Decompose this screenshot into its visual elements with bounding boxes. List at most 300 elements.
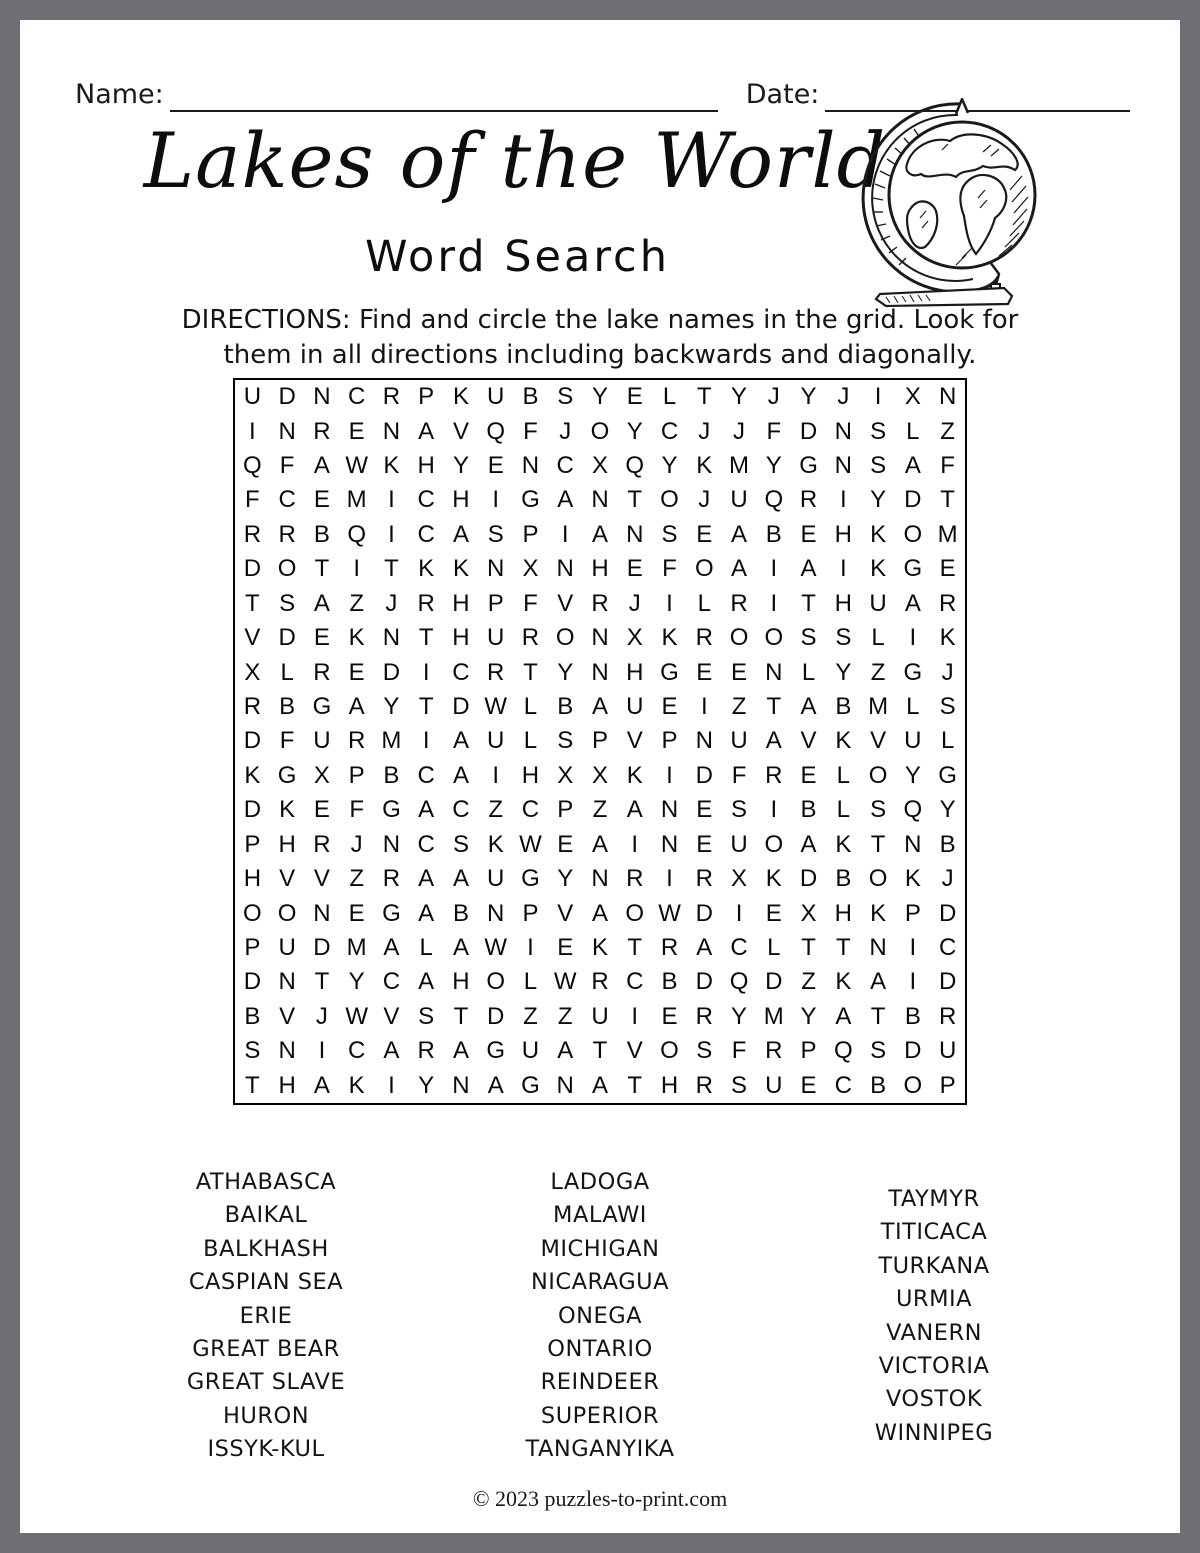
grid-cell: R: [695, 865, 713, 893]
grid-cell: I: [770, 796, 778, 824]
word-list-item: MALAWI: [553, 1202, 647, 1229]
grid-cell: U: [278, 934, 296, 962]
grid-cell: D: [243, 555, 262, 583]
grid-cell: N: [278, 417, 296, 445]
grid-cell: Y: [731, 383, 748, 411]
grid-cell: R: [695, 1002, 713, 1030]
grid-cell: W: [484, 934, 508, 962]
grid-cell: S: [731, 796, 748, 824]
grid-cell: Z: [870, 658, 886, 686]
grid-cell: G: [312, 693, 332, 721]
word-list-item: REINDEER: [540, 1369, 660, 1396]
grid-cell: J: [385, 589, 398, 617]
grid-cell: U: [313, 727, 331, 755]
name-label: Name:: [75, 79, 164, 110]
grid-cell: I: [492, 761, 500, 789]
grid-cell: I: [666, 865, 673, 893]
grid-cell: B: [904, 1002, 921, 1030]
grid-cell: B: [835, 693, 852, 721]
grid-cell: U: [591, 1002, 609, 1030]
grid-cell: C: [834, 1071, 852, 1099]
grid-cell: K: [591, 934, 608, 962]
word-list-item: VOSTOK: [885, 1386, 983, 1413]
grid-cell: B: [661, 968, 678, 996]
grid-cell: T: [627, 934, 643, 962]
copyright-text: © 2023 puzzles-to-print.com: [472, 1486, 728, 1511]
grid-cell: Y: [661, 452, 678, 480]
grid-cell: B: [939, 830, 956, 858]
grid-cell: R: [591, 968, 609, 996]
directions-line-1: DIRECTIONS: Find and circle the lake names in the grid. Look for: [181, 305, 1019, 335]
word-list-column-1: [99, 1166, 433, 1467]
grid-cell: E: [626, 555, 643, 583]
grid-cell: Q: [347, 520, 366, 548]
grid-cell: Y: [800, 1002, 817, 1030]
grid-cell: Z: [801, 968, 816, 996]
grid-cell: R: [695, 624, 713, 652]
grid-cell: W: [484, 693, 508, 721]
grid-cell: E: [313, 796, 330, 824]
grid-cell: E: [800, 761, 817, 789]
word-list-item: GREAT SLAVE: [186, 1369, 346, 1396]
grid-cell: K: [626, 761, 643, 789]
grid-cell: N: [626, 520, 644, 548]
grid-cell: L: [523, 693, 538, 721]
grid-cell: O: [764, 624, 784, 652]
grid-cell: Y: [731, 1002, 748, 1030]
grid-cell: K: [835, 830, 852, 858]
grid-cell: U: [730, 486, 748, 514]
grid-cell: D: [313, 934, 331, 962]
grid-cell: N: [382, 417, 401, 445]
grid-cell: D: [243, 796, 262, 824]
grid-cell: G: [521, 486, 540, 514]
word-list-item: TANGANYIKA: [525, 1436, 675, 1463]
grid-cell: Y: [800, 383, 817, 411]
grid-cell: T: [870, 830, 886, 858]
grid-cell: I: [666, 761, 673, 789]
grid-cell: R: [938, 589, 957, 617]
grid-cell: E: [661, 693, 678, 721]
grid-cell: H: [452, 486, 470, 514]
grid-cell: E: [661, 1002, 678, 1030]
grid-cell: K: [348, 1071, 365, 1099]
grid-cell: E: [696, 796, 713, 824]
grid-cell: C: [347, 1037, 366, 1065]
grid-cell: S: [870, 452, 887, 480]
grid-cell: S: [870, 417, 887, 445]
grid-cell: Y: [591, 383, 608, 411]
grid-cell: D: [904, 486, 922, 514]
grid-cell: D: [695, 968, 713, 996]
grid-cell: K: [765, 865, 782, 893]
grid-cell: V: [557, 589, 574, 617]
grid-cell: V: [313, 865, 330, 893]
grid-cell: K: [452, 383, 469, 411]
grid-cell: D: [452, 693, 470, 721]
grid-cell: R: [938, 1002, 957, 1030]
grid-cell: A: [835, 1002, 852, 1030]
grid-cell: D: [278, 383, 296, 411]
grid-cell: N: [487, 555, 505, 583]
grid-cell: Z: [523, 1002, 538, 1030]
grid-cell: I: [422, 727, 430, 755]
grid-cell: J: [733, 417, 746, 445]
grid-cell: A: [800, 830, 817, 858]
grid-cell: H: [278, 830, 296, 858]
grid-cell: T: [314, 968, 330, 996]
page-subtitle: Word Search: [365, 232, 670, 282]
grid-cell: N: [834, 417, 852, 445]
grid-cell: Q: [243, 452, 262, 480]
grid-cell: Z: [557, 1002, 573, 1030]
grid-cell: R: [417, 589, 435, 617]
grid-cell: F: [279, 727, 295, 755]
grid-cell: N: [660, 830, 679, 858]
grid-cell: V: [383, 1002, 400, 1030]
grid-cell: C: [347, 383, 366, 411]
grid-cell: T: [245, 589, 260, 617]
grid-cell: R: [765, 761, 783, 789]
grid-cell: O: [764, 830, 784, 858]
grid-cell: E: [696, 658, 713, 686]
grid-cell: Z: [349, 865, 364, 893]
directions-text: [20, 303, 1180, 373]
grid-cell: P: [800, 1037, 817, 1065]
grid-cell: M: [346, 486, 367, 514]
grid-cell: S: [800, 624, 817, 652]
grid-cell: L: [906, 693, 920, 721]
grid-cell: I: [770, 555, 778, 583]
grid-cell: D: [938, 899, 957, 927]
grid-cell: A: [731, 555, 748, 583]
grid-cell: R: [278, 520, 296, 548]
grid-cell: A: [904, 452, 921, 480]
grid-cell: A: [348, 693, 365, 721]
grid-cell: I: [527, 934, 534, 962]
grid-cell: A: [800, 555, 817, 583]
word-list-item: SUPERIOR: [540, 1402, 660, 1429]
grid-cell: Y: [557, 865, 574, 893]
grid-cell: C: [417, 761, 435, 789]
grid-cell: U: [243, 383, 262, 411]
grid-cell: R: [487, 658, 505, 686]
grid-cell: R: [313, 830, 331, 858]
grid-cell: J: [837, 383, 850, 411]
grid-cell: M: [729, 452, 750, 480]
grid-cell: U: [869, 589, 887, 617]
grid-cell: T: [592, 1037, 608, 1065]
grid-cell: Q: [729, 968, 749, 996]
grid-cell: H: [452, 968, 470, 996]
grid-cell: Z: [940, 417, 955, 445]
grid-cell: W: [345, 1002, 368, 1030]
grid-cell: N: [695, 727, 713, 755]
grid-cell: E: [765, 899, 782, 927]
grid-cell: A: [591, 899, 608, 927]
grid-cell: P: [244, 830, 261, 858]
grid-cell: N: [313, 899, 331, 927]
grid-cell: F: [662, 555, 677, 583]
grid-cell: S: [939, 693, 956, 721]
grid-cell: J: [559, 417, 572, 445]
grid-cell: O: [660, 1037, 679, 1065]
grid-cell: R: [765, 1037, 783, 1065]
grid-cell: P: [904, 899, 921, 927]
grid-cell: N: [382, 624, 401, 652]
name-blank-line: [170, 68, 718, 112]
grid-cell: J: [698, 417, 711, 445]
grid-cell: K: [870, 555, 887, 583]
grid-cell: R: [521, 624, 540, 652]
grid-cell: H: [243, 865, 262, 893]
grid-cell: P: [244, 934, 261, 962]
grid-cell: C: [417, 830, 435, 858]
grid-cell: S: [418, 1002, 435, 1030]
word-list-item: ATHABASCA: [195, 1169, 337, 1195]
grid-cell: L: [280, 658, 294, 686]
grid-cell: X: [557, 761, 574, 789]
grid-cell: A: [870, 968, 887, 996]
grid-cell: T: [627, 1071, 643, 1099]
grid-cell: I: [770, 589, 778, 617]
grid-cell: Z: [488, 796, 504, 824]
grid-cell: E: [731, 658, 748, 686]
grid-cell: E: [626, 383, 643, 411]
word-list-item: VICTORIA: [878, 1353, 990, 1380]
grid-cell: Z: [731, 693, 747, 721]
grid-cell: H: [278, 1071, 296, 1099]
grid-cell: Y: [835, 658, 852, 686]
grid-cell: T: [453, 1002, 469, 1030]
grid-cell: I: [353, 555, 360, 583]
grid-cell: A: [452, 727, 469, 755]
grid-cell: B: [870, 1071, 887, 1099]
grid-cell: S: [870, 796, 887, 824]
grid-cell: C: [626, 968, 644, 996]
grid-cell: F: [731, 1037, 747, 1065]
grid-cell: R: [660, 934, 679, 962]
word-list-column-2: [433, 1166, 767, 1467]
grid-cell: V: [557, 899, 574, 927]
grid-cell: L: [906, 417, 920, 445]
grid-cell: O: [277, 899, 297, 927]
grid-cell: I: [909, 624, 917, 652]
word-list: [99, 1166, 1101, 1467]
grid-cell: P: [591, 727, 608, 755]
grid-cell: C: [938, 934, 957, 962]
grid-cell: A: [313, 589, 330, 617]
grid-cell: O: [590, 417, 610, 445]
grid-cell: X: [244, 658, 261, 686]
grid-cell: N: [904, 830, 922, 858]
grid-cell: I: [700, 693, 708, 721]
grid-cell: I: [561, 520, 569, 548]
grid-cell: D: [487, 1002, 505, 1030]
grid-cell: T: [801, 934, 816, 962]
grid-cell: N: [765, 658, 783, 686]
grid-cell: M: [868, 693, 889, 721]
grid-cell: C: [556, 452, 574, 480]
grid-cell: A: [487, 1071, 504, 1099]
grid-cell: C: [521, 796, 540, 824]
grid-cell: O: [729, 624, 749, 652]
grid-cell: W: [345, 452, 368, 480]
grid-cell: M: [763, 1002, 784, 1030]
grid-cell: X: [313, 761, 330, 789]
word-list-item: CASPIAN SEA: [188, 1269, 344, 1296]
grid-cell: C: [417, 486, 435, 514]
grid-cell: B: [313, 520, 330, 548]
grid-cell: C: [452, 658, 470, 686]
grid-cell: L: [871, 624, 885, 652]
grid-cell: U: [521, 1037, 540, 1065]
date-label: Date:: [745, 79, 820, 110]
grid-cell: P: [522, 899, 539, 927]
grid-cell: K: [418, 555, 435, 583]
grid-cell: E: [800, 520, 817, 548]
grid-cell: J: [941, 658, 954, 686]
grid-cell: Q: [486, 417, 506, 445]
grid-cell: N: [938, 383, 957, 411]
grid-cell: L: [836, 796, 850, 824]
grid-cell: N: [521, 452, 540, 480]
grid-cell: A: [418, 899, 435, 927]
grid-cell: H: [834, 899, 852, 927]
grid-cell: K: [870, 520, 887, 548]
grid-cell: S: [835, 624, 852, 652]
grid-cell: R: [313, 658, 331, 686]
grid-cell: G: [382, 796, 401, 824]
globe-icon: [852, 98, 1052, 310]
grid-cell: S: [244, 1037, 261, 1065]
grid-cell: A: [731, 520, 748, 548]
grid-cell: U: [487, 727, 505, 755]
word-list-item: LADOGA: [550, 1169, 650, 1195]
grid-cell: I: [839, 555, 847, 583]
grid-cell: A: [452, 1037, 469, 1065]
grid-cell: Y: [557, 658, 574, 686]
grid-cell: O: [625, 899, 645, 927]
grid-cell: T: [314, 555, 330, 583]
grid-cell: O: [277, 555, 297, 583]
grid-cell: K: [904, 865, 921, 893]
grid-cell: U: [487, 383, 505, 411]
grid-cell: U: [730, 727, 748, 755]
grid-cell: K: [244, 761, 261, 789]
grid-cell: O: [243, 899, 262, 927]
grid-cell: O: [868, 761, 888, 789]
grid-cell: Y: [939, 796, 956, 824]
grid-cell: A: [383, 1037, 400, 1065]
grid-cell: T: [696, 383, 712, 411]
grid-cell: I: [388, 520, 395, 548]
grid-cell: Y: [765, 452, 782, 480]
grid-cell: K: [487, 830, 504, 858]
grid-cell: V: [870, 727, 887, 755]
grid-cell: F: [940, 452, 955, 480]
grid-cell: T: [766, 693, 782, 721]
grid-cell: S: [452, 830, 469, 858]
word-list-item: ISSYK-KUL: [207, 1436, 325, 1463]
word-list-item: ONTARIO: [547, 1336, 653, 1363]
grid-cell: N: [487, 899, 505, 927]
grid-cell: T: [245, 1071, 260, 1099]
grid-cell: I: [874, 383, 882, 411]
grid-cell: T: [801, 589, 816, 617]
grid-cell: X: [591, 452, 608, 480]
grid-cell: D: [695, 761, 713, 789]
grid-cell: S: [696, 1037, 713, 1065]
grid-cell: L: [801, 658, 816, 686]
grid-cell: I: [909, 968, 917, 996]
grid-cell: R: [347, 727, 366, 755]
grid-cell: U: [487, 624, 505, 652]
grid-cell: O: [868, 865, 888, 893]
grid-cell: E: [939, 555, 956, 583]
word-list-item: BALKHASH: [203, 1235, 329, 1262]
grid-cell: C: [660, 417, 679, 445]
grid-cell: D: [904, 1037, 922, 1065]
grid-cell: F: [245, 486, 260, 514]
grid-cell: T: [835, 934, 851, 962]
grid-cell: X: [591, 761, 608, 789]
grid-cell: S: [731, 1071, 748, 1099]
grid-cell: N: [869, 934, 887, 962]
word-list-item: ERIE: [239, 1302, 293, 1329]
grid-cell: H: [626, 658, 644, 686]
grid-cell: G: [521, 865, 540, 893]
grid-cell: A: [452, 520, 469, 548]
grid-cell: N: [834, 452, 852, 480]
grid-cell: M: [381, 727, 402, 755]
grid-cell: W: [553, 968, 577, 996]
grid-cell: K: [835, 727, 852, 755]
grid-cell: N: [591, 486, 609, 514]
word-list-item: VANERN: [886, 1319, 982, 1346]
grid-cell: K: [696, 452, 713, 480]
grid-cell: Y: [870, 486, 887, 514]
grid-cell: U: [938, 1037, 957, 1065]
grid-cell: N: [556, 1071, 574, 1099]
grid-cell: O: [486, 968, 506, 996]
grid-cell: U: [904, 727, 922, 755]
grid-cell: J: [628, 589, 641, 617]
grid-cell: T: [870, 1002, 886, 1030]
grid-cell: C: [278, 486, 296, 514]
grid-cell: S: [557, 383, 574, 411]
word-list-item: WINNIPEG: [874, 1419, 994, 1446]
grid-cell: J: [698, 486, 711, 514]
grid-cell: A: [696, 934, 713, 962]
grid-cell: K: [661, 624, 678, 652]
grid-cell: R: [243, 693, 262, 721]
grid-cell: A: [452, 934, 469, 962]
grid-cell: H: [452, 589, 470, 617]
grid-cell: E: [348, 417, 365, 445]
grid-cell: L: [836, 761, 850, 789]
grid-cell: I: [318, 1037, 326, 1065]
grid-cell: F: [523, 589, 538, 617]
word-list-item: URMIA: [895, 1286, 973, 1313]
grid-cell: X: [522, 555, 539, 583]
grid-cell: B: [522, 383, 539, 411]
grid-cell: K: [870, 899, 887, 927]
grid-cell: I: [909, 934, 917, 962]
grid-cell: N: [591, 865, 609, 893]
grid-cell: R: [730, 589, 748, 617]
grid-cell: T: [418, 693, 434, 721]
